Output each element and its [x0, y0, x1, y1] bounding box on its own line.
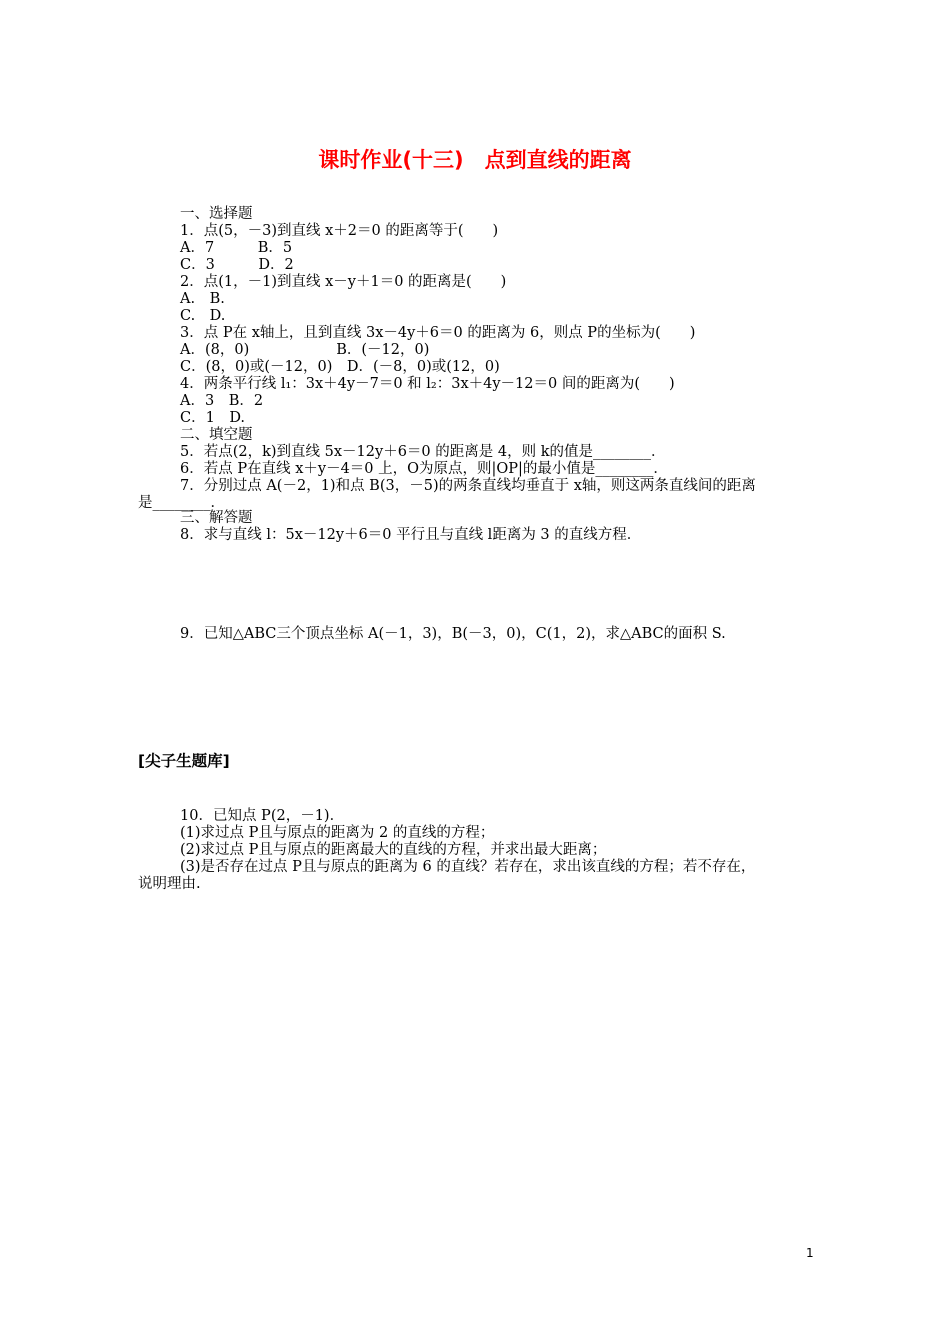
question-2: 2．点(1，－1)到直线 x－y＋1＝0 的距离是( )	[180, 274, 507, 290]
question-3-options-ab: A．(8，0) B．(－12，0)	[180, 342, 430, 358]
question-10-part-3: (3)是否存在过点 P且与原点的距离为 6 的直线？若存在，求出该直线的方程；若不存在，	[180, 859, 756, 875]
question-4: 4．两条平行线 l₁：3x＋4y－7＝0 和 l₂：3x＋4y－12＝0 间的距离为( )	[180, 376, 675, 392]
page-number: 1	[806, 1246, 814, 1260]
question-10-part-1: (1)求过点 P且与原点的距离为 2 的直线的方程；	[180, 825, 495, 841]
question-2-options-cd: C. D.	[180, 308, 226, 324]
question-10-part-2: (2)求过点 P且与原点的距离最大的直线的方程，并求出最大距离；	[180, 842, 607, 858]
question-8: 8．求与直线 l：5x－12y＋6＝0 平行且与直线 l距离为 3 的直线方程．	[180, 527, 642, 543]
section-heading-fill: 二、填空题	[180, 427, 253, 443]
question-10: 10．已知点 P(2，－1)．	[180, 808, 345, 824]
question-5: 5．若点(2，k)到直线 5x－12y＋6＝0 的距离是 4，则 k的值是________．	[180, 444, 666, 460]
question-1-options-ab: A．7 B．5	[180, 240, 293, 256]
question-7-continued: 是________．	[138, 495, 225, 511]
question-9: 9．已知△ABC三个顶点坐标 A(－1，3)，B(－3，0)，C(1，2)，求△ABC的面积 S.	[180, 626, 726, 642]
question-1-options-cd: C．3 D．2	[180, 257, 294, 273]
question-6: 6．若点 P在直线 x＋y－4＝0 上，O为原点，则|OP|的最小值是________．	[180, 461, 668, 477]
question-3-options-cd: C．(8，0)或(－12，0) D．(－8，0)或(12，0)	[180, 359, 500, 375]
question-3: 3．点 P在 x轴上，且到直线 3x－4y＋6＝0 的距离为 6，则点 P的坐标为( )	[180, 325, 696, 341]
question-2-options-ab: A. B.	[180, 291, 225, 307]
section-heading-choice: 一、选择题	[180, 206, 253, 222]
question-10-part-3-continued: 说明理由.	[138, 876, 201, 892]
question-4-options-ab: A．3 B．2	[180, 393, 264, 409]
section-heading-top-students: [尖子生题库]	[138, 752, 230, 770]
page-title: 课时作业(十三) 点到直线的距离	[318, 148, 632, 172]
question-1: 1．点(5，－3)到直线 x＋2＝0 的距离等于( )	[180, 223, 499, 239]
question-4-options-cd: C．1 D.	[180, 410, 246, 426]
section-heading-answer: 三、解答题	[180, 510, 253, 526]
question-7: 7．分别过点 A(－2，1)和点 B(3，－5)的两条直线均垂直于 x轴，则这两条直线间的距离	[180, 478, 756, 494]
